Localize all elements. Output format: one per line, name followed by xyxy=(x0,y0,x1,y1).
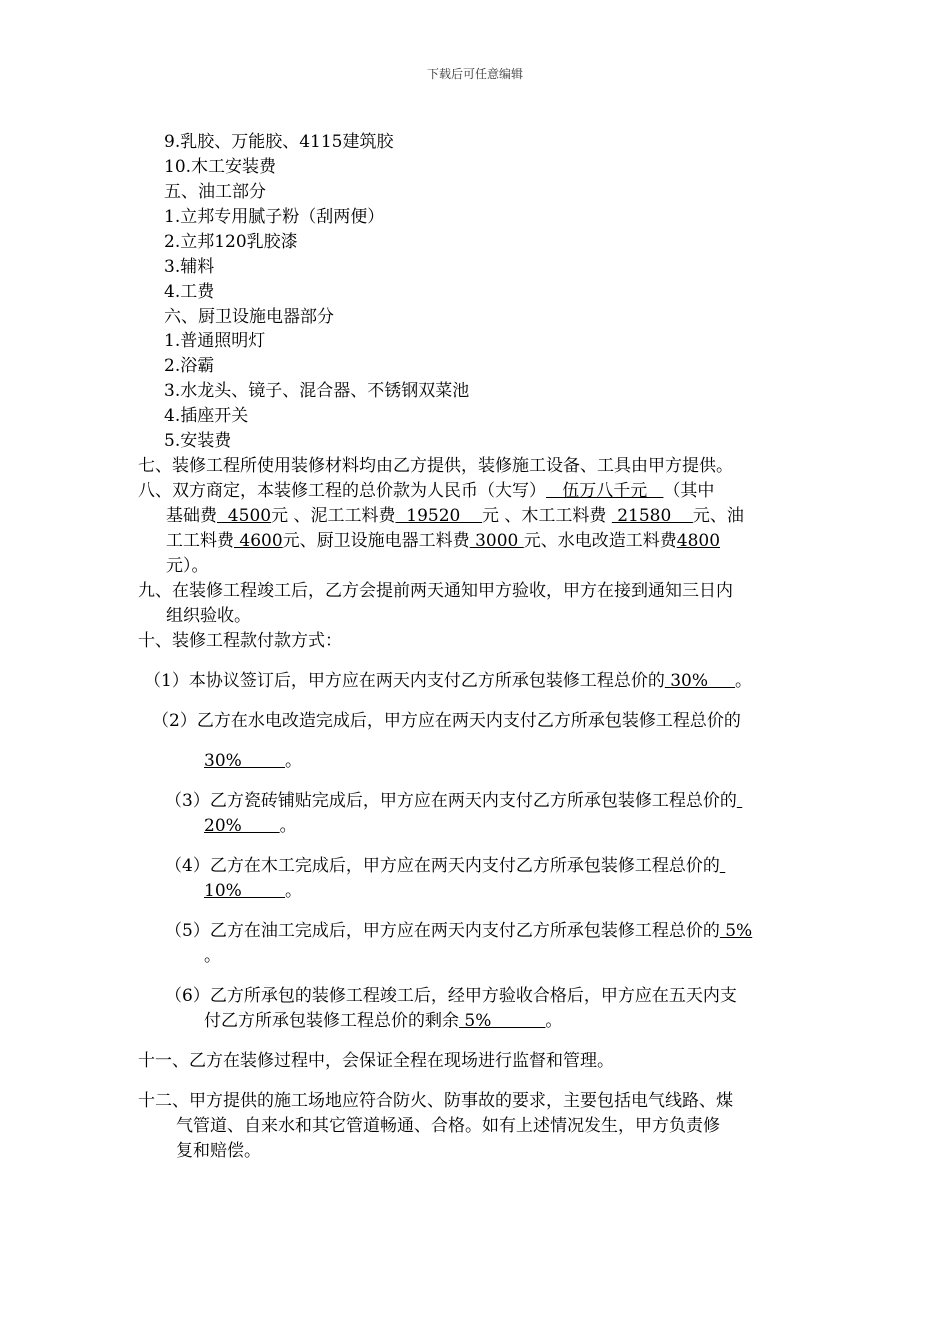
mud-fee-value: 19520 xyxy=(395,506,482,526)
clause-9-line-1: 九、在装修工程竣工后，乙方会提前两天通知甲方验收，甲方在接到通知三日内 xyxy=(138,581,733,601)
payment-1-percent: 30% xyxy=(664,671,736,691)
payment-3-blank xyxy=(737,791,742,811)
clause-8-suffix: （其中 xyxy=(663,481,715,501)
clause-8-line-4: 元）。 xyxy=(166,556,209,576)
payment-2-value-line xyxy=(204,750,302,772)
payment-5-text xyxy=(165,920,752,942)
payment-4-blank xyxy=(720,856,725,876)
payment-5-end: 。 xyxy=(204,946,221,966)
payment-4-end: 。 xyxy=(285,881,303,901)
total-price-field: 伍万八千元 xyxy=(546,481,664,501)
payment-6-text-1: （6）乙方所承包的装修工程竣工后，经甲方验收合格后，甲方应在五天内支 xyxy=(165,986,737,1006)
list-item: 9.乳胶、万能胶、4115建筑胶 xyxy=(164,132,394,152)
list-item: 4.工费 xyxy=(164,282,215,302)
list-item: 10.木工安装费 xyxy=(164,157,277,177)
water-fee-value: 4800 xyxy=(676,531,721,551)
clause-12-line-2: 气管道、自来水和其它管道畅通、合格。如有上述情况发生，甲方负责修 xyxy=(176,1116,720,1136)
section-heading: 五、油工部分 xyxy=(164,182,266,202)
payment-2-end: 。 xyxy=(285,751,303,771)
payment-6-percent: 5% xyxy=(459,1011,546,1031)
clause-8-line-2 xyxy=(166,505,744,527)
payment-4-text xyxy=(165,855,725,877)
clause-10: 十、装修工程款付款方式： xyxy=(138,631,342,651)
list-item: 3.辅料 xyxy=(164,257,215,277)
payment-5-label: （5）乙方在油工完成后，甲方应在两天内支付乙方所承包装修工程总价的 xyxy=(165,921,720,941)
clause-8-prefix: 八、双方商定，本装修工程的总价款为人民币（大写） xyxy=(138,481,546,501)
wood-fee-value: 21580 xyxy=(611,506,693,526)
label-wood-fee: 元 、木工工料费 xyxy=(482,506,612,526)
clause-9-line-2: 组织验收。 xyxy=(166,606,251,626)
payment-6-label: 付乙方所承包装修工程总价的剩余 xyxy=(204,1011,459,1031)
label-mud-fee: 元 、泥工工料费 xyxy=(271,506,396,526)
kitchen-fee-value: 3000 xyxy=(469,531,524,551)
label-base-fee: 基础费 xyxy=(166,506,217,526)
payment-1-text: （1）本协议签订后，甲方应在两天内支付乙方所承包装修工程总价的 xyxy=(144,671,665,691)
clause-12-line-1: 十二、甲方提供的施工场地应符合防火、防事故的要求，主要包括电气线路、煤 xyxy=(138,1091,733,1111)
list-item: 5.安装费 xyxy=(164,431,232,451)
clause-11: 十一、乙方在装修过程中，会保证全程在现场进行监督和管理。 xyxy=(138,1051,614,1071)
payment-6-text-2 xyxy=(204,1010,562,1032)
label-oil-fee: 工工料费 xyxy=(166,531,234,551)
page-header: 下载后可任意编辑 xyxy=(426,67,523,81)
section-heading: 六、厨卫设施电器部分 xyxy=(164,307,334,327)
payment-4-value-line xyxy=(204,880,302,902)
list-item: 1.立邦专用腻子粉（刮两便） xyxy=(164,207,385,227)
label-kitchen-fee: 元、厨卫设施电器工料费 xyxy=(282,531,470,551)
payment-1 xyxy=(144,670,752,692)
oil-fee-value: 4600 xyxy=(234,531,283,551)
payment-2-percent: 30% xyxy=(204,751,286,771)
list-item: 3.水龙头、镜子、混合器、不锈钢双菜池 xyxy=(164,381,470,401)
label-water-fee: 元、水电改造工料费 xyxy=(523,531,677,551)
payment-2-text: （2）乙方在水电改造完成后，甲方应在两天内支付乙方所承包装修工程总价的 xyxy=(152,711,741,731)
clause-7: 七、装修工程所使用装修材料均由乙方提供，装修施工设备、工具由甲方提供。 xyxy=(138,456,733,476)
label-oil-prefix: 元、油 xyxy=(692,506,744,526)
payment-4-label: （4）乙方在木工完成后，甲方应在两天内支付乙方所承包装修工程总价的 xyxy=(165,856,720,876)
payment-3-text xyxy=(165,790,742,812)
clause-12-line-3: 复和赔偿。 xyxy=(176,1141,261,1161)
base-fee-value: 4500 xyxy=(217,506,272,526)
clause-8-line-3 xyxy=(166,530,720,552)
payment-3-percent: 20% xyxy=(204,816,280,836)
payment-3-label: （3）乙方瓷砖铺贴完成后，甲方应在两天内支付乙方所承包装修工程总价的 xyxy=(165,791,737,811)
clause-8-line-1 xyxy=(138,480,714,502)
list-item: 2.立邦120乳胶漆 xyxy=(164,232,298,252)
payment-3-end: 。 xyxy=(279,816,297,836)
payment-6-end: 。 xyxy=(545,1011,563,1031)
payment-4-percent: 10% xyxy=(204,881,286,901)
payment-1-end: 。 xyxy=(735,671,753,691)
list-item: 2.浴霸 xyxy=(164,356,215,376)
list-item: 1.普通照明灯 xyxy=(164,331,266,351)
payment-5-percent: 5% xyxy=(719,921,753,941)
payment-3-value-line xyxy=(204,815,297,837)
list-item: 4.插座开关 xyxy=(164,406,249,426)
